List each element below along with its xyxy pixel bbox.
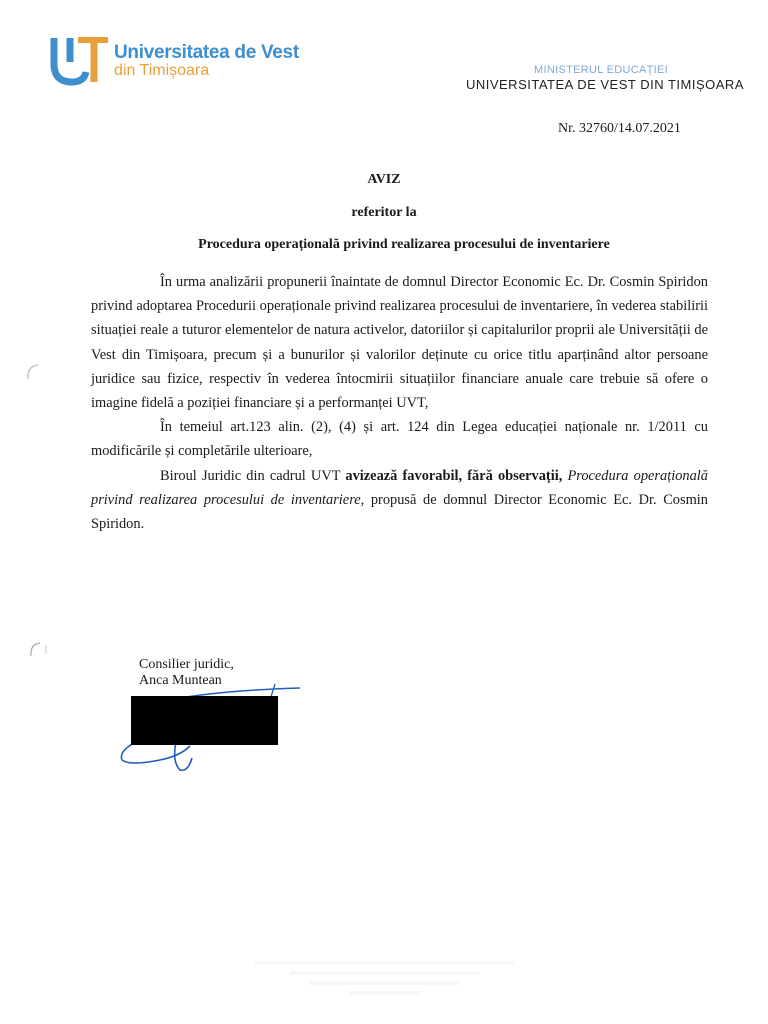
document-body xyxy=(91,270,708,536)
document-subtitle: referitor la xyxy=(351,205,417,220)
binder-hole-mark-icon xyxy=(22,362,42,384)
paragraph-analysis: În urma analizării propunerii înaintate de domnul Director Economic Ec. Dr. Cosmin Spiridon privind adoptarea Procedurii operaționale privind realizarea procesului de inventariere, în vederea stabilirii situației reale a tuturor elementelor de natura activelor, datoriilor și capitalurilor proprii ale Universității de Vest din Timișoara, precum și a bunurilor și valorilor deținute cu orice titlu aparținând altor persoane juridice sau fizice, respectiv în vederea întocmirii situațiilor financiare anuale care trebuie să ofere o imagine fidelă a poziției financiare și a performanței UVT, xyxy=(91,274,708,412)
university-heading: UNIVERSITATEA DE VEST DIN TIMIȘOARA xyxy=(465,77,744,92)
logo-subtitle: din Timișoara xyxy=(114,62,210,79)
ministry-heading: MINISTERUL EDUCAȚIEI xyxy=(534,64,668,76)
logo-name: Universitatea de Vest xyxy=(114,42,299,63)
binder-hole-mark-icon xyxy=(26,640,52,660)
decision-verdict: avizează favorabil, fără observații, xyxy=(345,467,563,484)
document-title: AVIZ xyxy=(367,172,401,187)
university-logo xyxy=(50,34,300,86)
signatory-role: Consilier juridic, xyxy=(139,657,234,672)
document-subject: Procedura operațională privind realizarea procesului de inventariere xyxy=(198,237,610,252)
signatory-name: Anca Muntean xyxy=(139,673,222,688)
decision-start: Biroul Juridic din cadrul UVT xyxy=(160,467,346,484)
paragraph-legal-basis: În temeiul art.123 alin. (2), (4) și art. 124 din Legea educației naționale nr. 1/2011 cu modificările și completările ulterioare, xyxy=(91,419,708,460)
uvt-logo-icon xyxy=(50,34,112,86)
decision-procedure: Procedura operațională privind realizarea procesului de inventariere xyxy=(91,467,708,508)
decision-end: , propusă de domnul Director Economic Ec. Dr. Cosmin Spiridon. xyxy=(91,491,708,533)
faint-footer xyxy=(240,955,530,1005)
paragraph-decision xyxy=(91,464,708,537)
document-number: Nr. 32760/14.07.2021 xyxy=(558,121,681,136)
redacted-signature xyxy=(131,696,278,745)
